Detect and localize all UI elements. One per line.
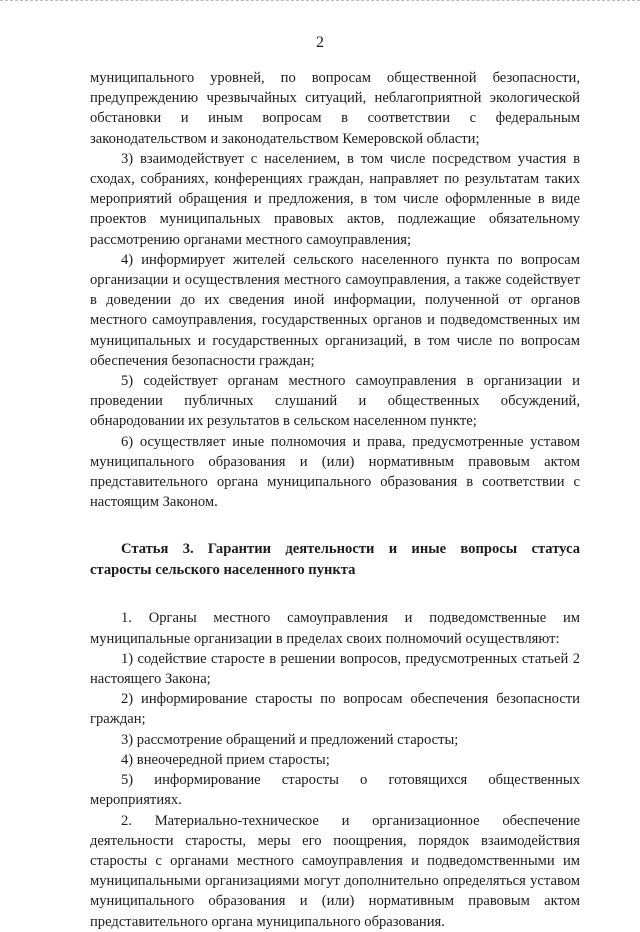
paragraph-item-3: 3) взаимодействует с населением, в том числе посредством участия в сходах, собраниях, конференциях граждан, направляет по результатам таких мероприятий обращения и предложения, в том числе оформленные в виде проектов муниципальных правовых актов, подлежащие обязательному рассмотрению органами местного самоуправления; <box>90 150 580 248</box>
article-3-item-2: 2) информирование старосты по вопросам обеспечения безопасности граждан; <box>90 691 580 728</box>
paragraph-continuation: муниципального уровней, по вопросам общественной безопасности, предупреждению чрезвычайных ситуаций, неблагоприятной экологической обстановки и иным вопросам в соответствии с федеральным законодательством и законодательством Кемеровской области; <box>90 70 580 147</box>
document-body <box>90 68 580 932</box>
article-3-item-3: 3) рассмотрение обращений и предложений старосты; <box>121 731 459 748</box>
article-3-heading-line2: старосты сельского населенного пункта <box>90 562 356 579</box>
article-3-item-5: 5) информирование старосты о готовящихся общественных мероприятиях. <box>90 772 580 809</box>
paragraph-item-6: 6) осуществляет иные полномочия и права, предусмотренные уставом муниципального образования и (или) нормативным правовым актом представительного органа муниципального образования в соответствии с настоящим Законом. <box>90 433 580 511</box>
article-3-heading <box>90 539 580 581</box>
paragraph-item-4: 4) информирует жителей сельского населенного пункта по вопросам организации и осуществления местного самоуправления, а также содействует в доведении до их сведения иной информации, полученной от органов местного самоуправления, государственных органов и подведомственных им муниципальных и государственных организаций, в том числе по вопросам обеспечения безопасности граждан; <box>90 251 580 369</box>
page-number: 2 <box>316 34 324 51</box>
paragraph-item-5: 5) содействует органам местного самоуправления в организации и проведении публичных слушаний и общественных обсуждений, обнародовании их результатов в сельском населенном пункте; <box>90 373 580 430</box>
article-3-part-1: 1. Органы местного самоуправления и подведомственные им муниципальные организации в пределах своих полномочий осуществляют: <box>90 610 580 647</box>
article-3-heading-line1: Статья 3. Гарантии деятельности и иные вопросы статуса <box>121 541 580 558</box>
article-3-part-2: 2. Материально-техническое и организационное обеспечение деятельности старосты, меры его поощрения, порядок взаимодействия старосты с органами местного самоуправления и подведомственными им муниципальными организациями могут дополнительно определяться уставом муниципального образования и (или) нормативным правовым актом представительного органа муниципального образования. <box>90 812 580 930</box>
article-3-item-1: 1) содействие старосте в решении вопросов, предусмотренных статьей 2 настоящего Закона; <box>90 650 580 688</box>
article-3-item-4: 4) внеочередной прием старосты; <box>121 751 330 768</box>
scan-edge <box>0 0 640 5</box>
